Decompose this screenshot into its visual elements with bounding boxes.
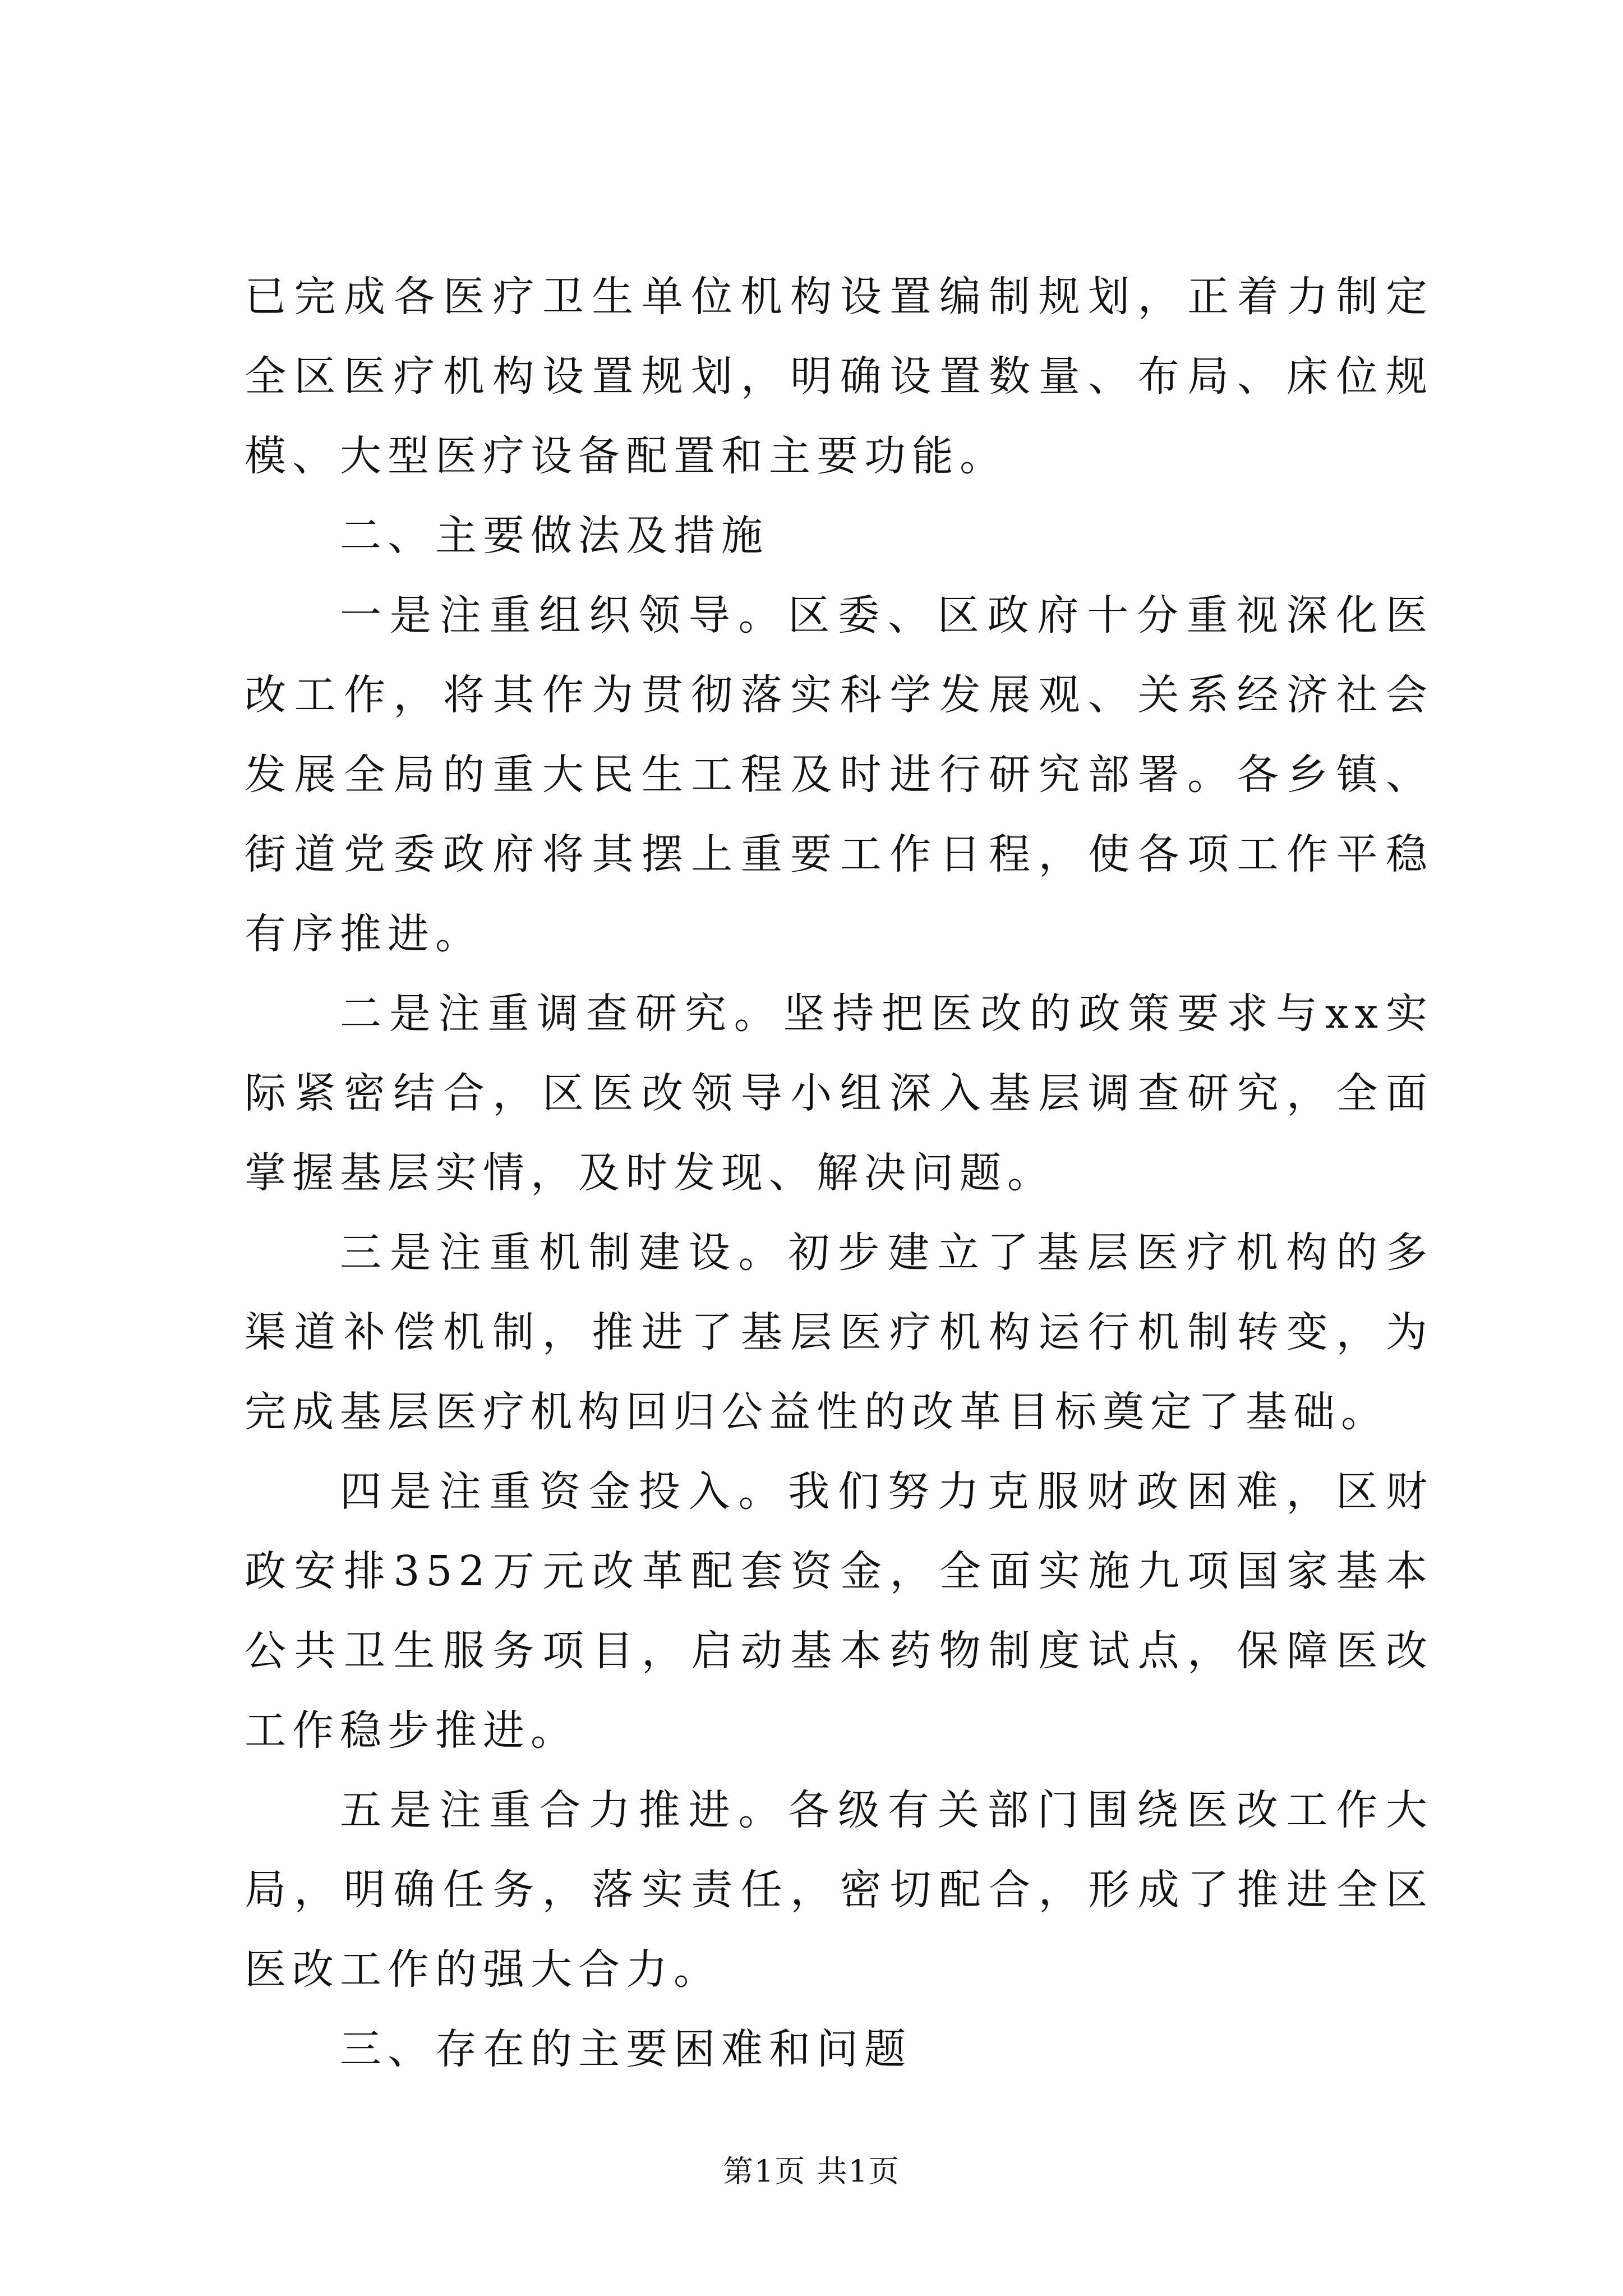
paragraph-organization: 一是注重组织领导。区委、区政府十分重视深化医改工作，将其作为贯彻落实科学发展观、关系经济社会发展全局的重大民生工程及时进行研究部署。各乡镇、街道党委政府将其摆上重要工作日程，使各项工作平稳有序推进。	[245, 591, 1433, 958]
paragraph-research: 二是注重调查研究。坚持把医改的政策要求与xx实际紧密结合，区医改领导小组深入基层调查研究，全面掌握基层实情，及时发现、解决问题。	[245, 990, 1433, 1197]
page-footer	[0, 2147, 1623, 2191]
document-body	[245, 257, 1433, 2089]
paragraph-funding: 四是注重资金投入。我们努力克服财政困难，区财政安排352万元改革配套资金，全面实施九项国家基本公共卫生服务项目，启动基本药物制度试点，保障医改工作稳步推进。	[245, 1467, 1433, 1755]
paragraph-continuation: 已完成各医疗卫生单位机构设置编制规划，正着力制定全区医疗机构设置规划，明确设置数量、布局、床位规模、大型医疗设备配置和主要功能。	[245, 273, 1433, 480]
paragraph-cooperation: 五是注重合力推进。各级有关部门围绕医改工作大局，明确任务，落实责任，密切配合，形成了推进全区医改工作的强大合力。	[245, 1786, 1433, 1994]
paragraph-mechanism: 三是注重机制建设。初步建立了基层医疗机构的多渠道补偿机制，推进了基层医疗机构运行机制转变，为完成基层医疗机构回归公益性的改革目标奠定了基础。	[245, 1228, 1433, 1436]
section-heading-3: 三、存在的主要困难和问题	[340, 2025, 912, 2073]
section-heading-2: 二、主要做法及措施	[340, 512, 769, 560]
page-number-label: 第1页 共1页	[723, 2154, 900, 2189]
